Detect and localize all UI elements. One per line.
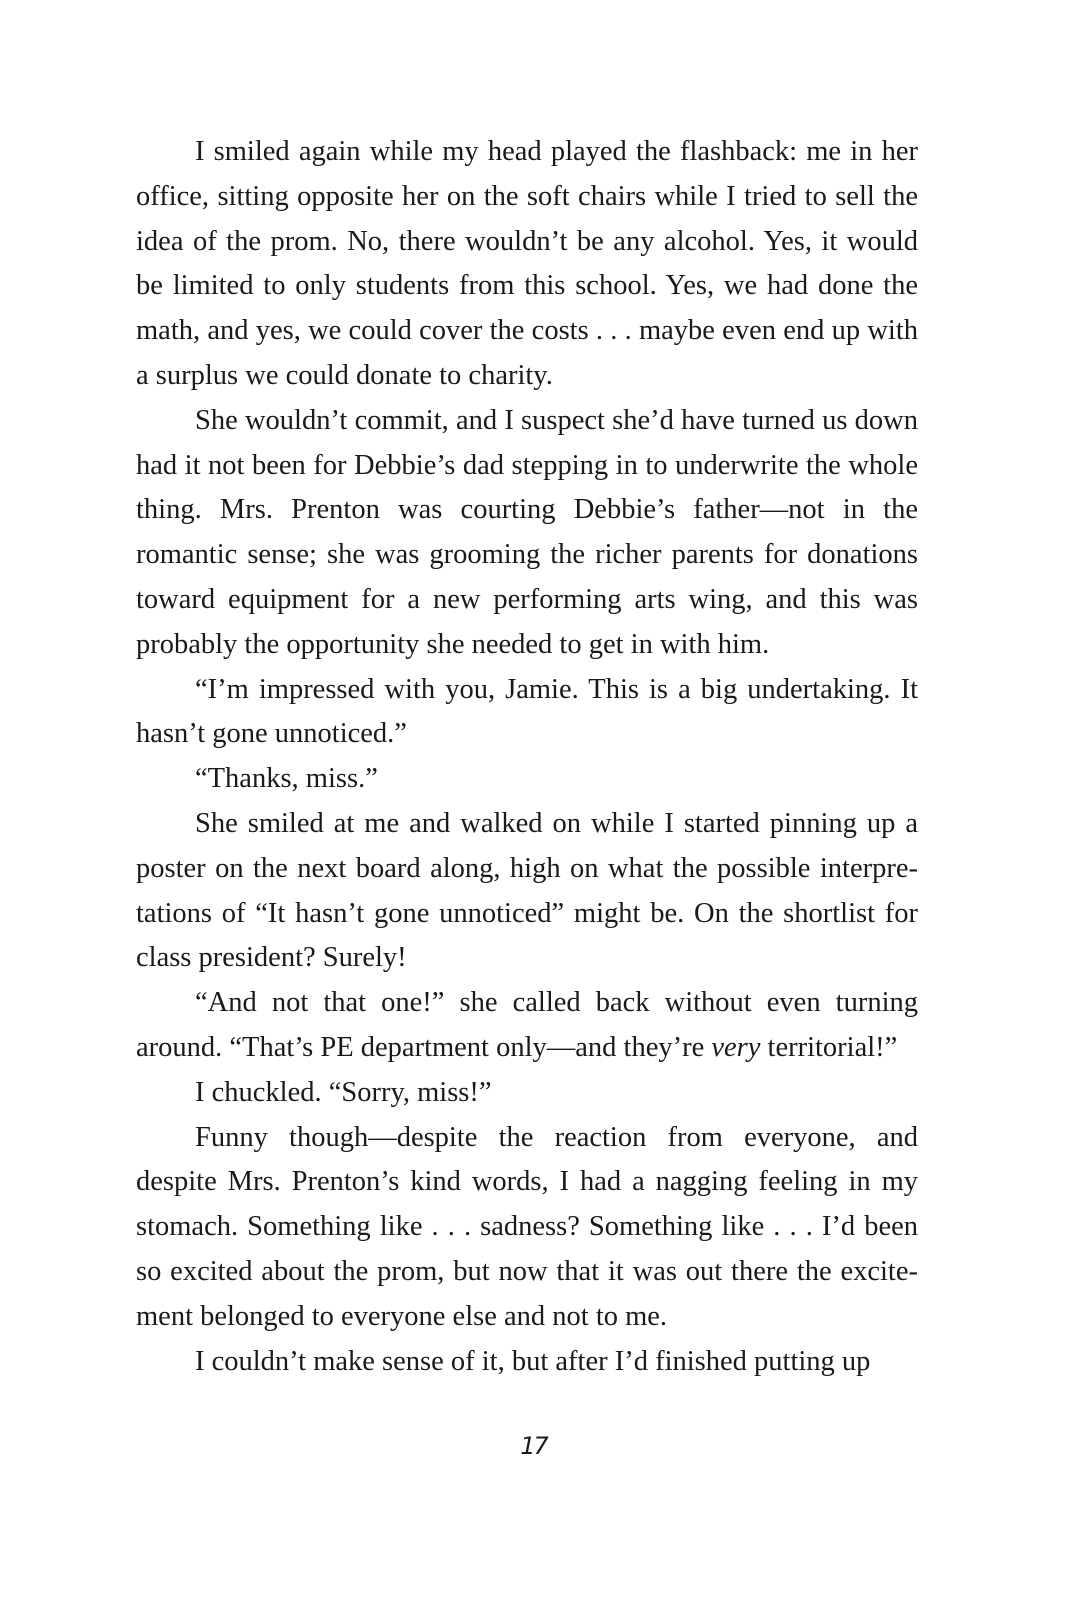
- paragraph-smiled: She smiled at me and walked on while I started pinning up a poster on the next board along, high on what the possible interpretations of “It hasn’t gone unnoticed” might be. On the shortlist for class president? Surely!: [136, 807, 918, 974]
- paragraph-chuckled: I chuckled. “Sorry, miss!”: [195, 1076, 492, 1108]
- paragraph-not-that-one: [136, 981, 918, 1071]
- paragraph-make-sense: I couldn’t make sense of it, but after I’d finished putting up: [195, 1345, 871, 1377]
- paragraph-text-before-emphasis: “And not that one!” she called back without even turning around. “That’s PE department only—and they’re: [136, 987, 918, 1063]
- emphasis-word: very: [711, 1031, 761, 1063]
- paragraph-commit: She wouldn’t commit, and I suspect she’d have turned us down had it not been for Debbie’s dad stepping in to underwrite the whole thing. Mrs. Prenton was courting Debbie’s father—not in the romantic sense; she was grooming the richer parents for donations toward equipment for a new performing arts wing, and this was probably the opportunity she needed to get in with him.: [136, 404, 918, 660]
- paragraph-impressed-quote: “I’m impressed with you, Jamie. This is a big undertaking. It hasn’t gone unnoticed.”: [136, 673, 918, 750]
- page-number: 17: [520, 1432, 547, 1460]
- paragraph-thanks-quote: “Thanks, miss.”: [195, 763, 378, 795]
- body-text: [136, 130, 918, 1384]
- paragraph-flashback: I smiled again while my head played the flashback: me in her office, sitting opposite her on the soft chairs while I tried to sell the idea of the prom. No, there wouldn’t be any alcohol. Yes, it would be limited to only students from this school. Yes, we had done the math, and yes, we could cover the costs . . . maybe even end up with a surplus we could donate to charity.: [136, 136, 918, 391]
- paragraph-text-after-emphasis: territorial!”: [760, 1031, 898, 1063]
- paragraph-funny-though: Funny though—despite the reaction from everyone, and despite Mrs. Prenton’s kind words, I had a nagging feeling in my stomach. Something like . . . sadness? Something like . . . I’d been so excited about the prom, but now that it was out there the excitement belonged to everyone else and not to me.: [136, 1121, 918, 1332]
